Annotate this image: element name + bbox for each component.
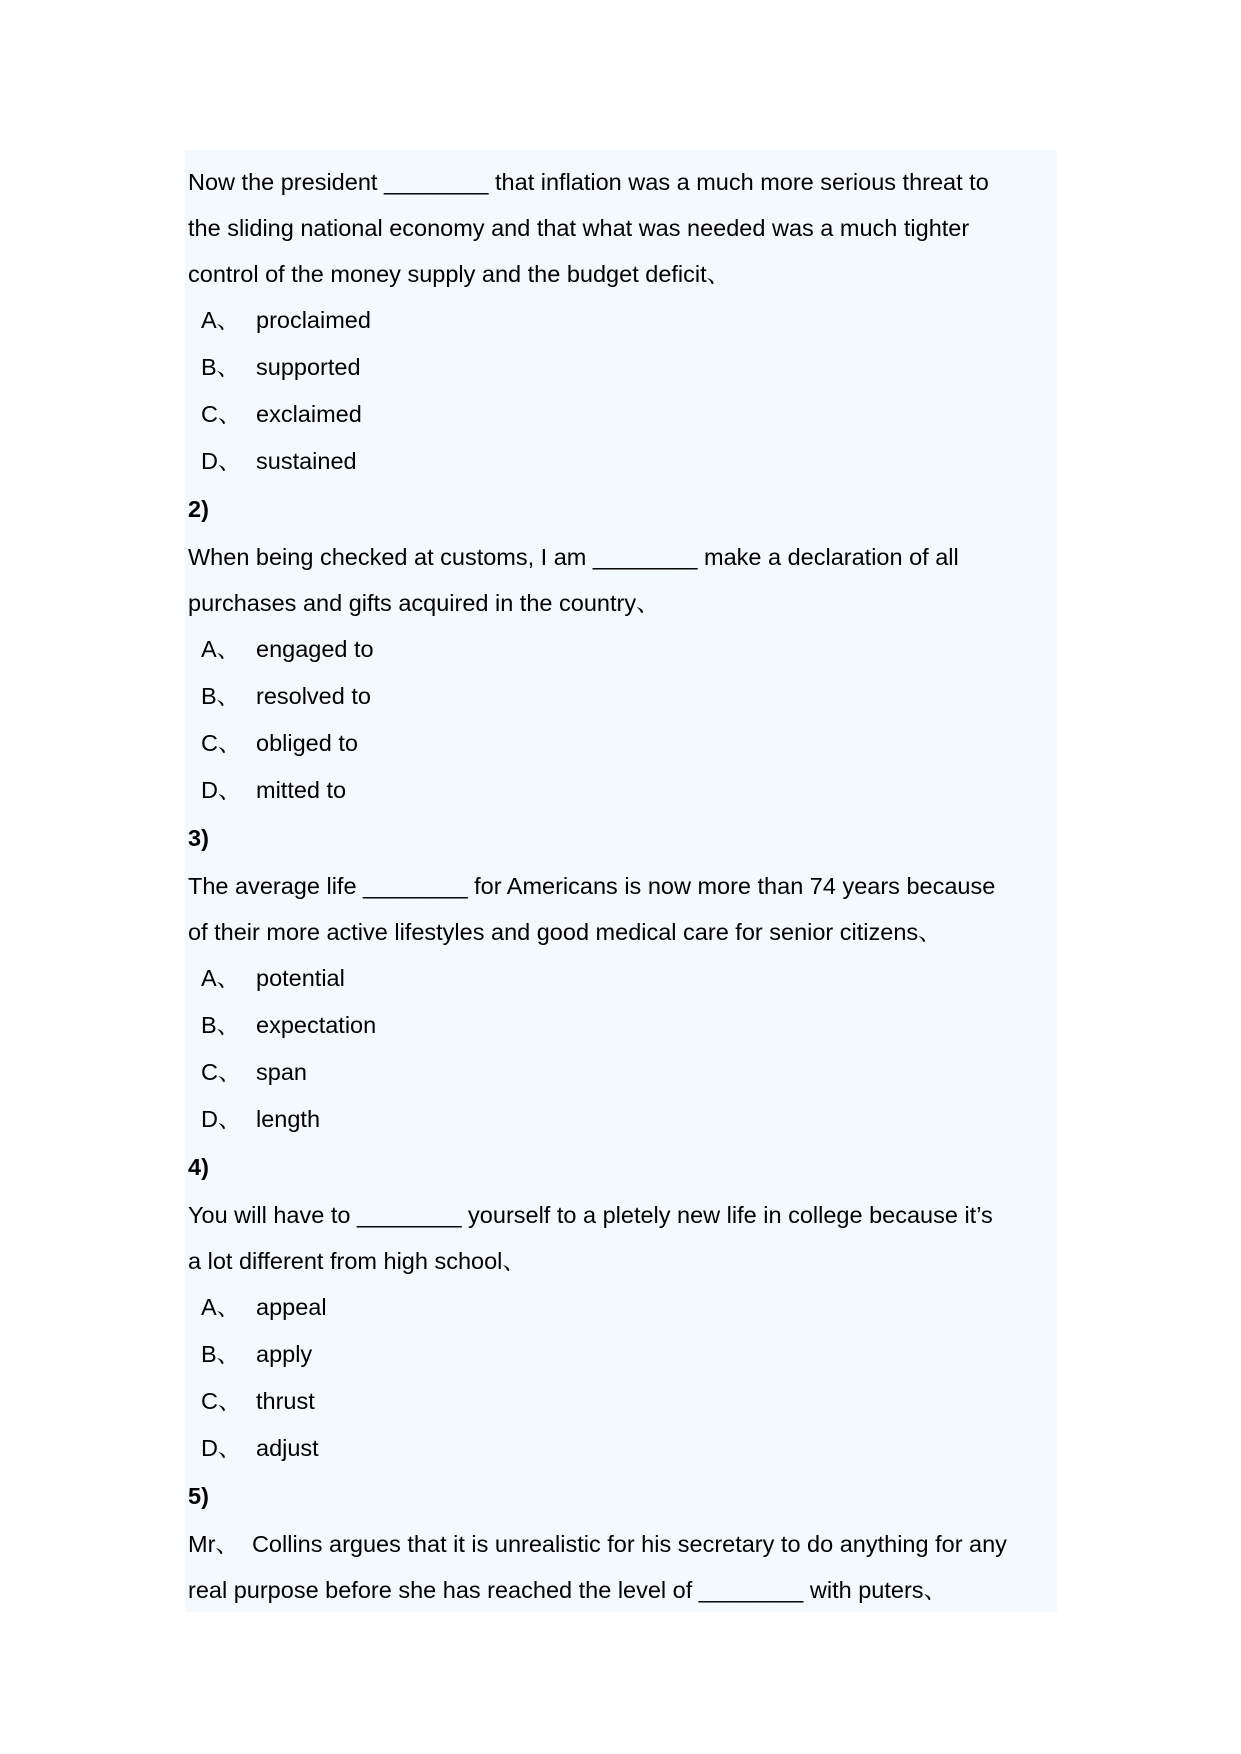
question-1	[188, 159, 1057, 485]
stem-line: real purpose before she has reached the level of ________ with puters、	[188, 1577, 948, 1603]
option-text: apply	[256, 1341, 313, 1367]
question-stem	[188, 1192, 1057, 1284]
question-5	[188, 1472, 1057, 1613]
question-number: 3)	[188, 825, 209, 851]
option-a	[188, 297, 1057, 344]
option-a	[188, 1284, 1057, 1331]
option-letter: B、	[201, 354, 241, 380]
option-list	[188, 626, 1057, 814]
option-text: supported	[256, 354, 361, 380]
stem-line: Mr、 Collins argues that it is unrealistic for his secretary to do anything for any	[188, 1531, 1007, 1557]
option-d	[188, 1425, 1057, 1472]
option-d	[188, 1096, 1057, 1143]
option-letter: B、	[201, 1012, 241, 1038]
option-letter: D、	[201, 448, 242, 474]
option-text: exclaimed	[256, 401, 362, 427]
stem-line: of their more active lifestyles and good medical care for senior citizens、	[188, 919, 942, 945]
option-letter: B、	[201, 1341, 241, 1367]
option-list	[188, 955, 1057, 1143]
option-letter: D、	[201, 777, 242, 803]
option-text: length	[256, 1106, 321, 1132]
option-letter: B、	[201, 683, 241, 709]
stem-line: You will have to ________ yourself to a pletely new life in college because it’s	[188, 1202, 993, 1228]
option-b	[188, 344, 1057, 391]
option-list	[188, 297, 1057, 485]
option-text: span	[256, 1059, 307, 1085]
option-b	[188, 1002, 1057, 1049]
option-text: thrust	[256, 1388, 315, 1414]
option-c	[188, 1049, 1057, 1096]
option-c	[188, 1378, 1057, 1425]
question-3	[188, 814, 1057, 1143]
stem-line: control of the money supply and the budget deficit、	[188, 261, 731, 287]
option-text: engaged to	[256, 636, 374, 662]
option-b	[188, 673, 1057, 720]
question-stem	[188, 1521, 1057, 1613]
option-text: sustained	[256, 448, 357, 474]
question-4	[188, 1143, 1057, 1472]
question-stem	[188, 534, 1057, 626]
option-d	[188, 438, 1057, 485]
option-letter: A、	[201, 636, 241, 662]
option-d	[188, 767, 1057, 814]
option-text: potential	[256, 965, 345, 991]
option-letter: C、	[201, 1059, 242, 1085]
option-b	[188, 1331, 1057, 1378]
option-a	[188, 626, 1057, 673]
stem-line: purchases and gifts acquired in the country、	[188, 590, 660, 616]
option-text: obliged to	[256, 730, 358, 756]
option-letter: C、	[201, 401, 242, 427]
option-text: mitted to	[256, 777, 347, 803]
question-number: 2)	[188, 496, 209, 522]
question-stem	[188, 159, 1057, 297]
stem-line: When being checked at customs, I am ________ make a declaration of all	[188, 544, 959, 570]
option-text: resolved to	[256, 683, 371, 709]
stem-line: a lot different from high school、	[188, 1248, 526, 1274]
option-letter: A、	[201, 965, 241, 991]
option-text: proclaimed	[256, 307, 371, 333]
option-c	[188, 720, 1057, 767]
option-list	[188, 1284, 1057, 1472]
option-c	[188, 391, 1057, 438]
option-letter: D、	[201, 1435, 242, 1461]
question-number: 4)	[188, 1154, 209, 1180]
question-stem	[188, 863, 1057, 955]
option-text: expectation	[256, 1012, 377, 1038]
option-letter: C、	[201, 1388, 242, 1414]
stem-line: Now the president ________ that inflation was a much more serious threat to	[188, 169, 989, 195]
stem-line: The average life ________ for Americans is now more than 74 years because	[188, 873, 996, 899]
option-letter: A、	[201, 1294, 241, 1320]
option-letter: A、	[201, 307, 241, 333]
question-2	[188, 485, 1057, 814]
option-letter: D、	[201, 1106, 242, 1132]
question-number: 5)	[188, 1483, 209, 1509]
document-page	[185, 150, 1057, 1612]
option-text: appeal	[256, 1294, 327, 1320]
stem-line: the sliding national economy and that what was needed was a much tighter	[188, 215, 970, 241]
option-text: adjust	[256, 1435, 319, 1461]
option-a	[188, 955, 1057, 1002]
option-letter: C、	[201, 730, 242, 756]
